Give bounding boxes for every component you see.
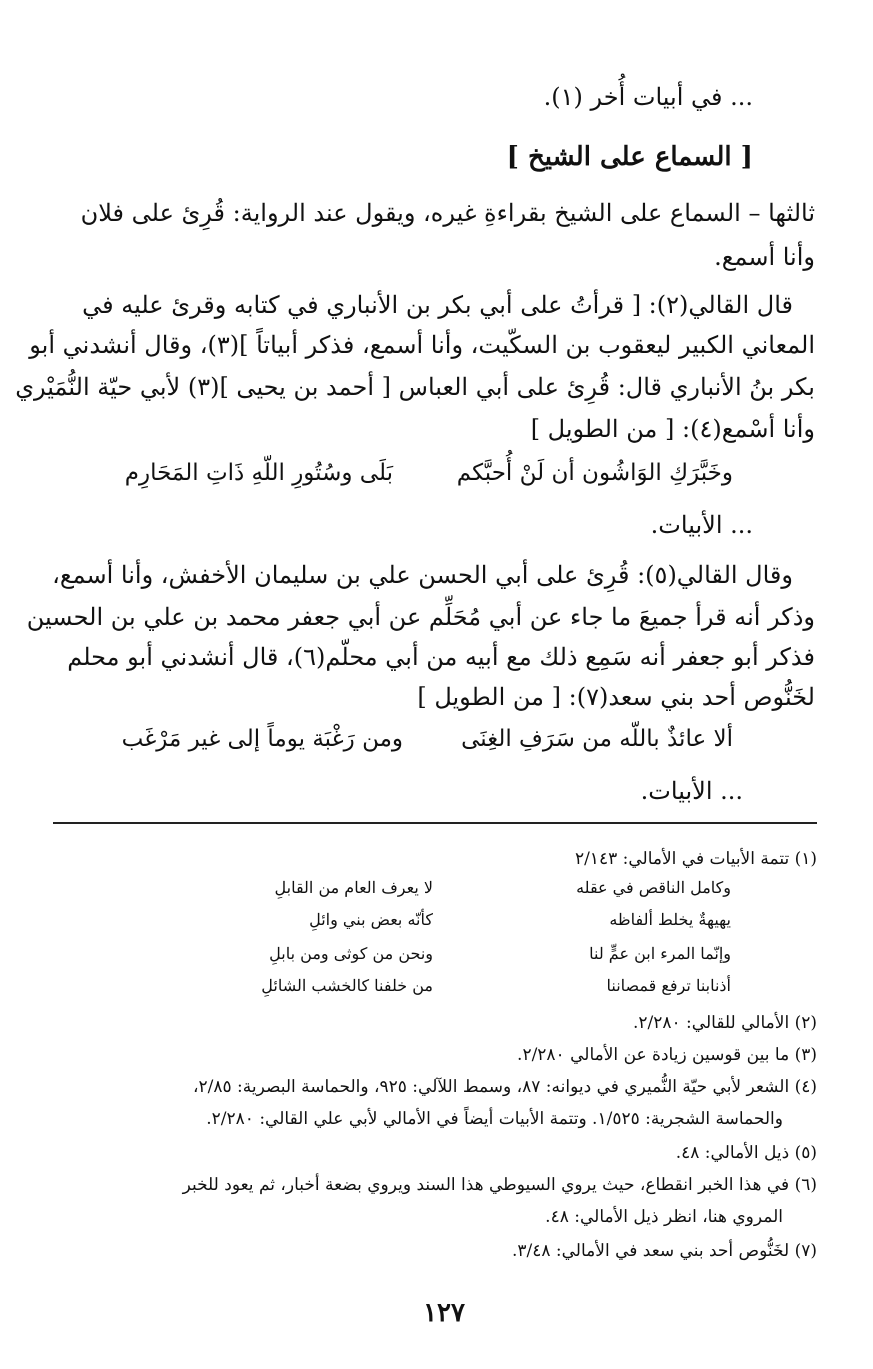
footnote-poem-line-1a: وكامل الناقص في عقله [576, 878, 731, 897]
footnote-poem-line-1b: لا يعرف العام من القابلِ [274, 878, 433, 897]
verse1-first-hemistich: وخَبَّرَكِ الوَاشُون أن لَنْ أُحبَّكم [456, 460, 733, 486]
footnote-6-line1: (٦) في هذا الخبر انقطاع، حيث يروي السيوطي هذا السند ويروي بضعة أخبار، ثم يعود للخبر [182, 1175, 817, 1195]
footnote-poem-line-4b: من خلفنا كالخشب الشائلِ [261, 976, 433, 995]
footnote-4-line2: والحماسة الشجرية: ١/٥٢٥. وتتمة الأبيات أيضاً في الأمالي لأبي علي القالي: ٢/٢٨٠. [206, 1109, 783, 1129]
intro-line: ... في أبيات أُخر (١). [543, 83, 753, 111]
verse2-second-hemistich: ومن رَغْبَة يوماً إلى غير مَرْغَب [121, 726, 403, 752]
footnote-poem-line-3a: وإنّما المرء ابن عمٍّ لنا [589, 944, 731, 963]
footnote-poem-line-3b: ونحن من كوثى ومن بابلِ [269, 944, 433, 963]
footnote-poem-line-4a: أذنابنا ترفع قمصاننا [606, 976, 731, 995]
page-number: ١٢٧ [423, 1298, 465, 1328]
para3-line2: وذكر أنه قرأ جميعَ ما جاء عن أبي مُحَلِّم عن أبي جعفر محمد بن علي بن الحسين [26, 603, 815, 631]
section-heading: [ السماع على الشيخ ] [506, 142, 753, 172]
verse2-first-hemistich: ألا عائذٌ باللّه من سَرَفِ الغِنَى [461, 726, 733, 752]
footnote-poem-line-2a: يهيهةٌ يخلط ألفاظه [609, 910, 731, 929]
para3-line1: وقال القالي(٥): قُرِئ على أبي الحسن علي بن سليمان الأخفش، وأنا أسمع، [52, 561, 793, 589]
para2-line1: قال القالي(٢): [ قرأتُ على أبي بكر بن الأنباري في كتابه وقرئ عليه في [82, 291, 793, 319]
para2-line4: وأنا أسْمع(٤): [ من الطويل ] [530, 415, 815, 443]
para3-line4: لخَنُّوص أحد بني سعد(٧): [ من الطويل ] [417, 683, 815, 711]
para1-line1: ثالثها – السماع على الشيخ بقراءةِ غيره، ويقول عند الرواية: قُرِئ على فلان [80, 199, 815, 227]
footnote-6-line2: المروي هنا، انظر ذيل الأمالي: ٤٨. [545, 1207, 783, 1227]
para3-line3: فذكر أبو جعفر أنه سَمِع ذلك مع أبيه من أبي محلّم(٦)، قال أنشدني أبو محلم [67, 643, 815, 671]
abyat-line-1: ... الأبيات. [650, 511, 753, 539]
footnote-1: (١) تتمة الأبيات في الأمالي: ٢/١٤٣ [574, 849, 817, 869]
footnote-3: (٣) ما بين قوسين زيادة عن الأمالي ٢/٢٨٠. [517, 1045, 817, 1065]
abyat-line-2: ... الأبيات. [640, 777, 743, 805]
verse1-second-hemistich: بَلَى وسُتُورِ اللّهِ ذَاتِ المَحَارِم [124, 460, 393, 486]
footnote-7: (٧) لخَنُّوص أحد بني سعد في الأمالي: ٣/٤٨. [511, 1241, 817, 1261]
footnote-divider [53, 822, 817, 824]
para2-line2: المعاني الكبير ليعقوب بن السكّيت، وأنا أسمع، فذكر أبياتاً ](٣)، وقال أنشدني أبو [29, 331, 815, 359]
footnote-poem-line-2b: كأنّه بعض بني وائلِ [309, 910, 433, 929]
para2-line3: بكر بنُ الأنباري قال: قُرِئ على أبي العباس [ أحمد بن يحيى ](٣) لأبي حيّة النُّمَيْري [15, 373, 815, 401]
footnote-5: (٥) ذيل الأمالي: ٤٨. [675, 1143, 817, 1163]
footnote-2: (٢) الأمالي للقالي: ٢/٢٨٠. [632, 1013, 817, 1033]
footnote-4-line1: (٤) الشعر لأبي حيّة النُّميري في ديوانه: ٨٧، وسمط اللآلي: ٩٢٥، والحماسة البصرية: ٢/٨٥، [192, 1077, 817, 1097]
para1-line2: وأنا أسمع. [714, 243, 815, 271]
